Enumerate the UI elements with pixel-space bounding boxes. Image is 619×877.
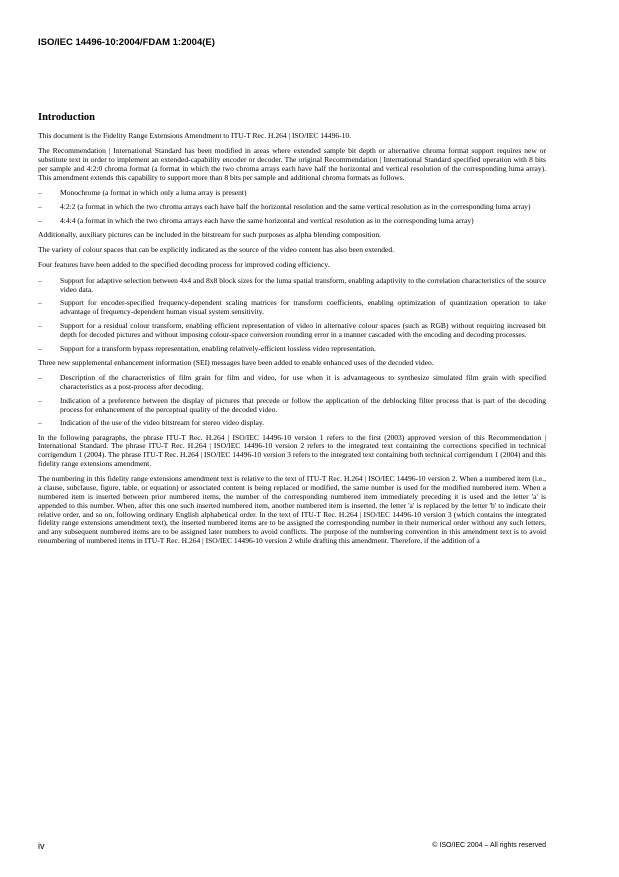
list-dash: – [38,275,42,285]
list-item-text: Monochrome (a format in which only a luma array is present) [60,187,247,197]
list-item [38,322,546,340]
paragraph-2: The Recommendation | International Standard has been modified in areas where extended sample bit depth or alternative chroma format support requires new or substitute text in order to implement an extended-capability encoder or decoder. The original Recommendation | International Standard specified operation with 8 bits per sample and 4:2:0 chroma format (a format in which the two chroma arrays each have half the horizontal and vertical resolution of the corresponding luma array). This amendment extends this capability to support more than 8 bits per sample and additional chroma formats as follows. [38,146,546,182]
paragraph-3: Additionally, auxiliary pictures can be included in the bitstream for such purposes as alpha blending composition. [38,229,382,239]
paragraph-6: Three new supplemental enhancement information (SEI) messages have been added to enable enhanced uses of the decoded video. [38,357,434,367]
decoding-features-list [38,277,546,354]
list-item-text: Indication of the use of the video bitstream for stereo video display. [60,418,265,428]
chroma-format-list [38,189,546,225]
section-title: Introduction [38,112,95,123]
list-dash: – [38,320,42,330]
paragraph-1: This document is the Fidelity Range Extensions Amendment to ITU-T Rec. H.264 | ISO/IEC 14496-10. [38,131,352,140]
introduction-section [38,112,546,552]
list-item [38,277,546,295]
list-dash: – [38,418,42,428]
sei-messages-list [38,374,546,428]
paragraph-5: Four features have been added to the specified decoding process for improved coding efficiency. [38,260,330,270]
list-dash: – [38,298,42,308]
list-dash: – [38,187,42,197]
list-item [38,189,546,198]
list-item [38,345,546,354]
list-dash: – [38,395,42,405]
paragraph-8: The numbering in this fidelity range extensions amendment text is relative to the text of ITU-T Rec. H.264 | ISO/IEC 14496-10 version 2. When a numbered item (i.e., a clause, subclause, figure, table, or equation) or associated content is being replaced or modified, the same number is used for the modified numbered item. When a numbered item is inserted between prior numbered items, the number of the corresponding numbered item immediately preceding it is used and the letter 'a' is appended to this number. When, after this one such inserted numbered item, another numbered item is inserted, the letter 'a' is replaced by the letter 'b' to indicate their relative order, and so on, following ordinary English alphabetical order. In the text of ITU-T Rec. H.264 | ISO/IEC 14496-10 version 3 (which contains the integrated fidelity range extensions amendment text), the inserted numbered items are to be assigned the corresponding number in their numerical order without any such letters, and any subsequent numbered items are to be assigned later numbers to avoid conflicts. The purpose of the numbering convention in this amendment text is to avoid renumbering of numbered items in ITU-T Rec. H.264 | ISO/IEC 14496-10 version 2 while drafting this amendment. Therefore, if the addition of a [38,474,546,545]
paragraph-4: The variety of colour spaces that can be explicitly indicated as the source of the video content has also been extended. [38,245,395,255]
list-dash: – [38,201,42,211]
list-dash: – [38,215,42,225]
list-item [38,203,546,212]
list-item-text: 4:2:2 (a format in which the two chroma arrays each have half the horizontal resolution and the same vertical resolution as in the corresponding luma array) [60,201,531,211]
list-item [38,374,546,392]
copyright-notice: © ISO/IEC 2004 – All rights reserved [432,842,546,849]
list-dash: – [38,373,42,383]
list-item-text: Support for adaptive selection between 4x4 and 8x8 block sizes for the luma spatial transform, enabling adaptivity to the correlation characteristics of the source video data. [60,275,546,294]
list-item [38,397,546,415]
list-item [38,419,546,428]
list-item-text: Support for a residual colour transform, enabling efficient representation of video in alternative colour spaces (such as RGB) without requiring increased bit depth for decoded pictures and without imposing colour-space conversion rounding error in a manner cascaded with the encoding and decoding processes. [60,320,546,339]
page-number: iv [38,841,45,851]
list-item [38,299,546,317]
paragraph-7: In the following paragraphs, the phrase ITU-T Rec. H.264 | ISO/IEC 14496-10 version 1 refers to the first (2003) approved version of this Recommendation | International Standard. The phrase ITU-T Rec. H.264 | ISO/IEC 14496-10 version 2 refers to the integrated text containing the corrections specified in technical corrigendum 1 (2004). The phrase ITU-T Rec. H.264 | ISO/IEC 14496-10 version 3 refers to the integrated text containing both technical corrigendum 1 (2004) and this fidelity range extensions amendment. [38,432,546,469]
list-item-text: 4:4:4 (a format in which the two chroma arrays each have the same horizontal and vertical resolution as in the corresponding luma array) [60,215,474,225]
document-id-header: ISO/IEC 14496-10:2004/FDAM 1:2004(E) [38,37,215,48]
list-item-text: Description of the characteristics of film grain for film and video, for use when it is advantageous to synthesize simulated film grain with specified characteristics as a post-process after decoding. [60,373,546,391]
list-item-text: Support for encoder-specified frequency-dependent scaling matrices for transform coefficients, enabling optimization of quantization operation to take advantage of frequency-dependent human visual system sensitivity. [60,298,546,317]
list-dash: – [38,343,42,353]
list-item [38,217,546,226]
list-item-text: Indication of a preference between the display of pictures that precede or follow the application of the deblocking filter process that is part of the decoding process for enhancement of the perceptual quality of the decoded video. [60,395,546,414]
list-item-text: Support for a transform bypass representation, enabling relatively-efficient lossless video representation. [60,343,376,353]
